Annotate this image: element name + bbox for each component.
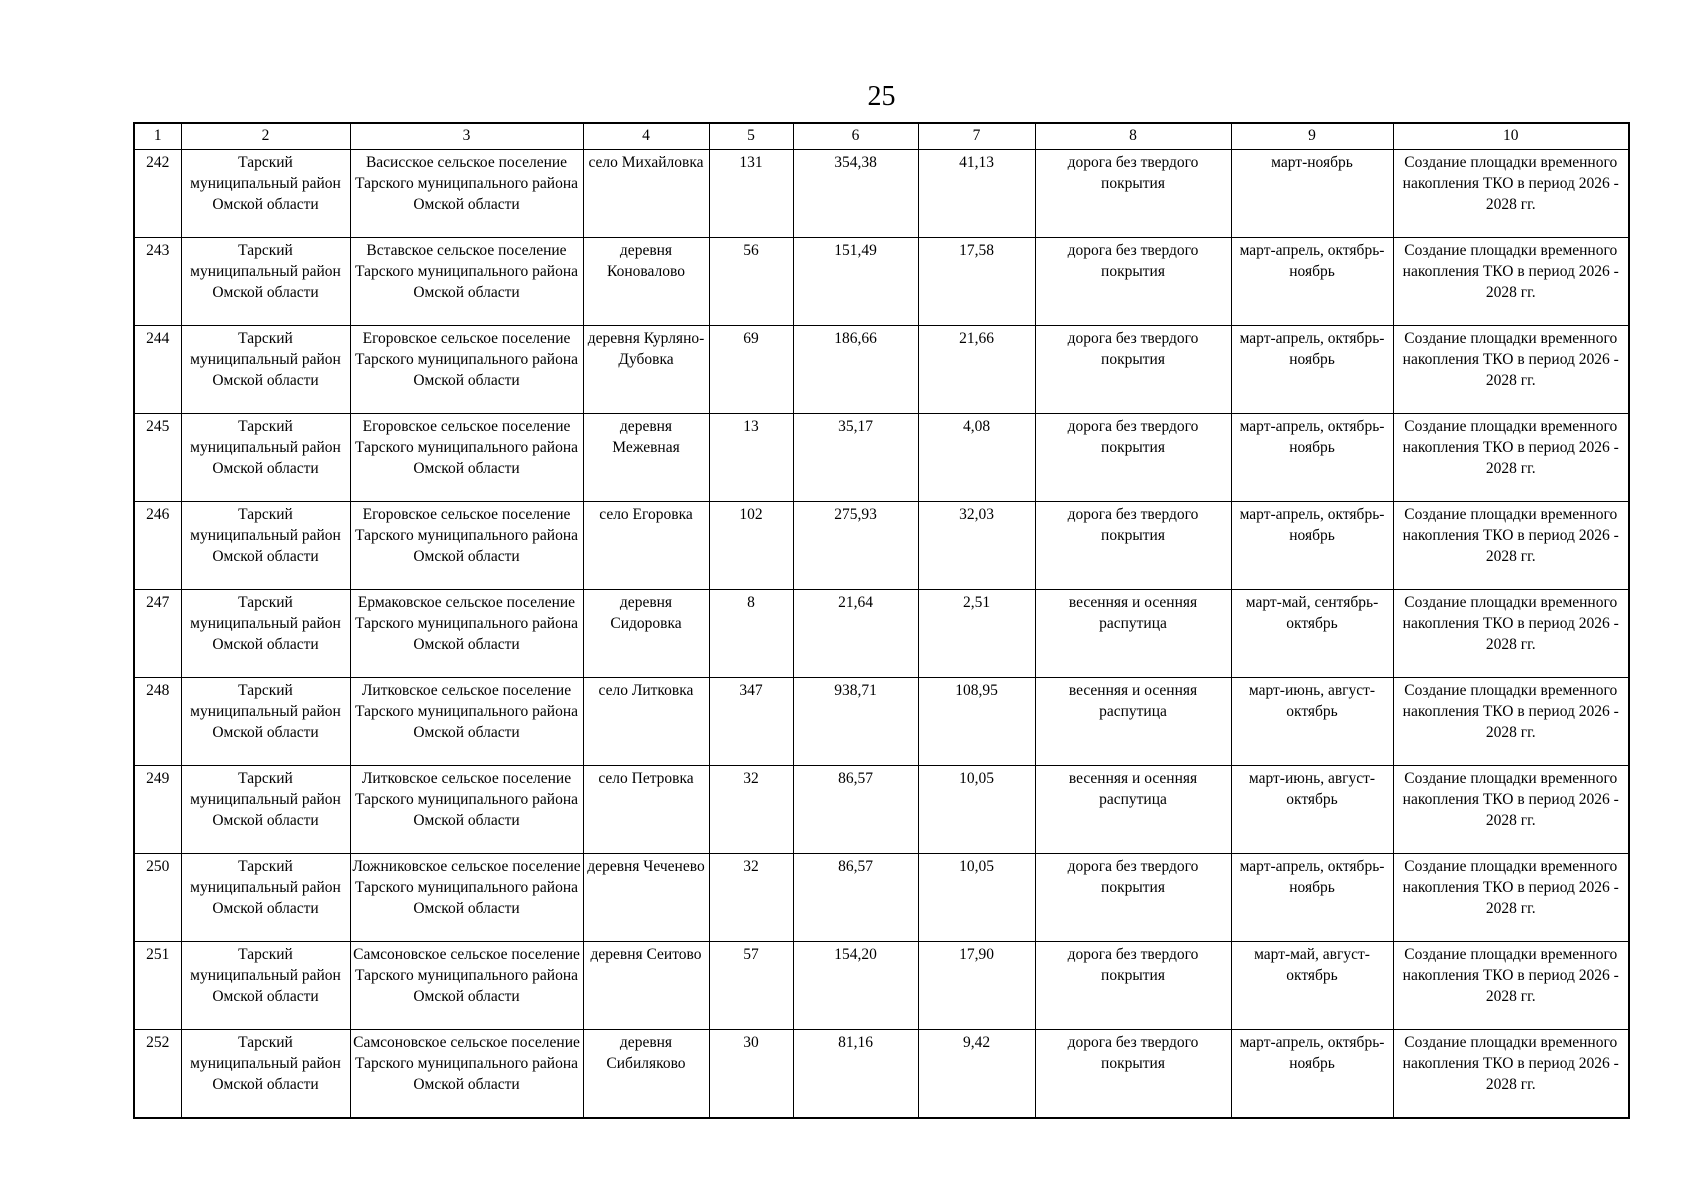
mass-cell: 10,05	[918, 854, 1035, 942]
column-header-2: 2	[181, 123, 350, 150]
row-number-cell: 242	[134, 150, 181, 238]
road-condition-cell: дорога без твердого покрытия	[1035, 942, 1231, 1030]
volume-cell: 275,93	[793, 502, 918, 590]
column-header-10: 10	[1393, 123, 1629, 150]
column-header-1: 1	[134, 123, 181, 150]
column-header-6: 6	[793, 123, 918, 150]
header-row	[134, 123, 1629, 150]
table-row	[134, 942, 1629, 1030]
measure-cell: Создание площадки временного накопления ТКО в период 2026 - 2028 гг.	[1393, 1030, 1629, 1118]
district-cell: Тарский муниципальный район Омской области	[181, 1030, 350, 1118]
row-number-cell: 250	[134, 854, 181, 942]
volume-cell: 154,20	[793, 942, 918, 1030]
population-cell: 57	[709, 942, 793, 1030]
road-condition-cell: весенняя и осенняя распутица	[1035, 590, 1231, 678]
row-number-cell: 244	[134, 326, 181, 414]
period-cell: март-май, август-октябрь	[1231, 942, 1393, 1030]
table-row	[134, 854, 1629, 942]
population-cell: 32	[709, 854, 793, 942]
volume-cell: 938,71	[793, 678, 918, 766]
row-number-cell: 248	[134, 678, 181, 766]
table-row	[134, 238, 1629, 326]
column-header-8: 8	[1035, 123, 1231, 150]
population-cell: 13	[709, 414, 793, 502]
population-cell: 32	[709, 766, 793, 854]
measure-cell: Создание площадки временного накопления ТКО в период 2026 - 2028 гг.	[1393, 942, 1629, 1030]
row-number-cell: 245	[134, 414, 181, 502]
district-cell: Тарский муниципальный район Омской области	[181, 766, 350, 854]
table-row	[134, 766, 1629, 854]
road-condition-cell: дорога без твердого покрытия	[1035, 854, 1231, 942]
settlement-cell: Самсоновское сельское поселение Тарского муниципального района Омской области	[350, 942, 583, 1030]
period-cell: март-апрель, октябрь-ноябрь	[1231, 1030, 1393, 1118]
settlement-cell: Егоровское сельское поселение Тарского муниципального района Омской области	[350, 502, 583, 590]
mass-cell: 17,90	[918, 942, 1035, 1030]
column-header-3: 3	[350, 123, 583, 150]
road-condition-cell: дорога без твердого покрытия	[1035, 414, 1231, 502]
locality-cell: деревня Коновалово	[583, 238, 709, 326]
district-cell: Тарский муниципальный район Омской области	[181, 238, 350, 326]
road-condition-cell: дорога без твердого покрытия	[1035, 150, 1231, 238]
row-number-cell: 249	[134, 766, 181, 854]
district-cell: Тарский муниципальный район Омской области	[181, 150, 350, 238]
locality-cell: деревня Сеитово	[583, 942, 709, 1030]
district-cell: Тарский муниципальный район Омской области	[181, 590, 350, 678]
volume-cell: 86,57	[793, 766, 918, 854]
measure-cell: Создание площадки временного накопления ТКО в период 2026 - 2028 гг.	[1393, 238, 1629, 326]
mass-cell: 9,42	[918, 1030, 1035, 1118]
table-row	[134, 502, 1629, 590]
data-table	[133, 122, 1630, 1119]
row-number-cell: 251	[134, 942, 181, 1030]
road-condition-cell: дорога без твердого покрытия	[1035, 326, 1231, 414]
locality-cell: деревня Курляно-Дубовка	[583, 326, 709, 414]
population-cell: 56	[709, 238, 793, 326]
population-cell: 102	[709, 502, 793, 590]
table-row	[134, 326, 1629, 414]
settlement-cell: Васисское сельское поселение Тарского муниципального района Омской области	[350, 150, 583, 238]
road-condition-cell: дорога без твердого покрытия	[1035, 1030, 1231, 1118]
locality-cell: село Михайловка	[583, 150, 709, 238]
period-cell: март-июнь, август-октябрь	[1231, 678, 1393, 766]
mass-cell: 10,05	[918, 766, 1035, 854]
locality-cell: деревня Сибиляково	[583, 1030, 709, 1118]
mass-cell: 41,13	[918, 150, 1035, 238]
period-cell: март-апрель, октябрь-ноябрь	[1231, 854, 1393, 942]
period-cell: март-июнь, август-октябрь	[1231, 766, 1393, 854]
population-cell: 8	[709, 590, 793, 678]
locality-cell: село Петровка	[583, 766, 709, 854]
mass-cell: 21,66	[918, 326, 1035, 414]
mass-cell: 108,95	[918, 678, 1035, 766]
population-cell: 69	[709, 326, 793, 414]
measure-cell: Создание площадки временного накопления ТКО в период 2026 - 2028 гг.	[1393, 326, 1629, 414]
table-row	[134, 150, 1629, 238]
locality-cell: село Егоровка	[583, 502, 709, 590]
period-cell: март-ноябрь	[1231, 150, 1393, 238]
volume-cell: 354,38	[793, 150, 918, 238]
period-cell: март-апрель, октябрь-ноябрь	[1231, 238, 1393, 326]
volume-cell: 86,57	[793, 854, 918, 942]
locality-cell: деревня Чеченево	[583, 854, 709, 942]
district-cell: Тарский муниципальный район Омской области	[181, 678, 350, 766]
measure-cell: Создание площадки временного накопления ТКО в период 2026 - 2028 гг.	[1393, 414, 1629, 502]
table-row	[134, 414, 1629, 502]
road-condition-cell: дорога без твердого покрытия	[1035, 502, 1231, 590]
volume-cell: 81,16	[793, 1030, 918, 1118]
volume-cell: 21,64	[793, 590, 918, 678]
settlement-cell: Самсоновское сельское поселение Тарского муниципального района Омской области	[350, 1030, 583, 1118]
settlement-cell: Ложниковское сельское поселение Тарского муниципального района Омской области	[350, 854, 583, 942]
measure-cell: Создание площадки временного накопления ТКО в период 2026 - 2028 гг.	[1393, 502, 1629, 590]
settlement-cell: Егоровское сельское поселение Тарского муниципального района Омской области	[350, 326, 583, 414]
district-cell: Тарский муниципальный район Омской области	[181, 502, 350, 590]
column-header-7: 7	[918, 123, 1035, 150]
period-cell: март-апрель, октябрь-ноябрь	[1231, 414, 1393, 502]
settlement-cell: Ермаковское сельское поселение Тарского муниципального района Омской области	[350, 590, 583, 678]
row-number-cell: 243	[134, 238, 181, 326]
page-number: 25	[867, 81, 896, 112]
table-row	[134, 678, 1629, 766]
row-number-cell: 247	[134, 590, 181, 678]
measure-cell: Создание площадки временного накопления ТКО в период 2026 - 2028 гг.	[1393, 678, 1629, 766]
district-cell: Тарский муниципальный район Омской области	[181, 326, 350, 414]
measure-cell: Создание площадки временного накопления ТКО в период 2026 - 2028 гг.	[1393, 766, 1629, 854]
population-cell: 347	[709, 678, 793, 766]
district-cell: Тарский муниципальный район Омской области	[181, 942, 350, 1030]
measure-cell: Создание площадки временного накопления ТКО в период 2026 - 2028 гг.	[1393, 590, 1629, 678]
volume-cell: 151,49	[793, 238, 918, 326]
measure-cell: Создание площадки временного накопления ТКО в период 2026 - 2028 гг.	[1393, 150, 1629, 238]
settlement-cell: Егоровское сельское поселение Тарского муниципального района Омской области	[350, 414, 583, 502]
volume-cell: 35,17	[793, 414, 918, 502]
period-cell: март-май, сентябрь-октябрь	[1231, 590, 1393, 678]
district-cell: Тарский муниципальный район Омской области	[181, 854, 350, 942]
settlement-cell: Вставское сельское поселение Тарского муниципального района Омской области	[350, 238, 583, 326]
table-body	[134, 150, 1629, 1118]
mass-cell: 17,58	[918, 238, 1035, 326]
road-condition-cell: весенняя и осенняя распутица	[1035, 766, 1231, 854]
mass-cell: 4,08	[918, 414, 1035, 502]
locality-cell: деревня Межевная	[583, 414, 709, 502]
locality-cell: село Литковка	[583, 678, 709, 766]
settlement-cell: Литковское сельское поселение Тарского муниципального района Омской области	[350, 766, 583, 854]
mass-cell: 32,03	[918, 502, 1035, 590]
row-number-cell: 246	[134, 502, 181, 590]
mass-cell: 2,51	[918, 590, 1035, 678]
column-header-9: 9	[1231, 123, 1393, 150]
population-cell: 131	[709, 150, 793, 238]
column-header-5: 5	[709, 123, 793, 150]
volume-cell: 186,66	[793, 326, 918, 414]
locality-cell: деревня Сидоровка	[583, 590, 709, 678]
table-row	[134, 590, 1629, 678]
period-cell: март-апрель, октябрь-ноябрь	[1231, 502, 1393, 590]
row-number-cell: 252	[134, 1030, 181, 1118]
settlement-cell: Литковское сельское поселение Тарского муниципального района Омской области	[350, 678, 583, 766]
road-condition-cell: дорога без твердого покрытия	[1035, 238, 1231, 326]
measure-cell: Создание площадки временного накопления ТКО в период 2026 - 2028 гг.	[1393, 854, 1629, 942]
table-row	[134, 1030, 1629, 1118]
road-condition-cell: весенняя и осенняя распутица	[1035, 678, 1231, 766]
district-cell: Тарский муниципальный район Омской области	[181, 414, 350, 502]
period-cell: март-апрель, октябрь-ноябрь	[1231, 326, 1393, 414]
population-cell: 30	[709, 1030, 793, 1118]
column-header-4: 4	[583, 123, 709, 150]
